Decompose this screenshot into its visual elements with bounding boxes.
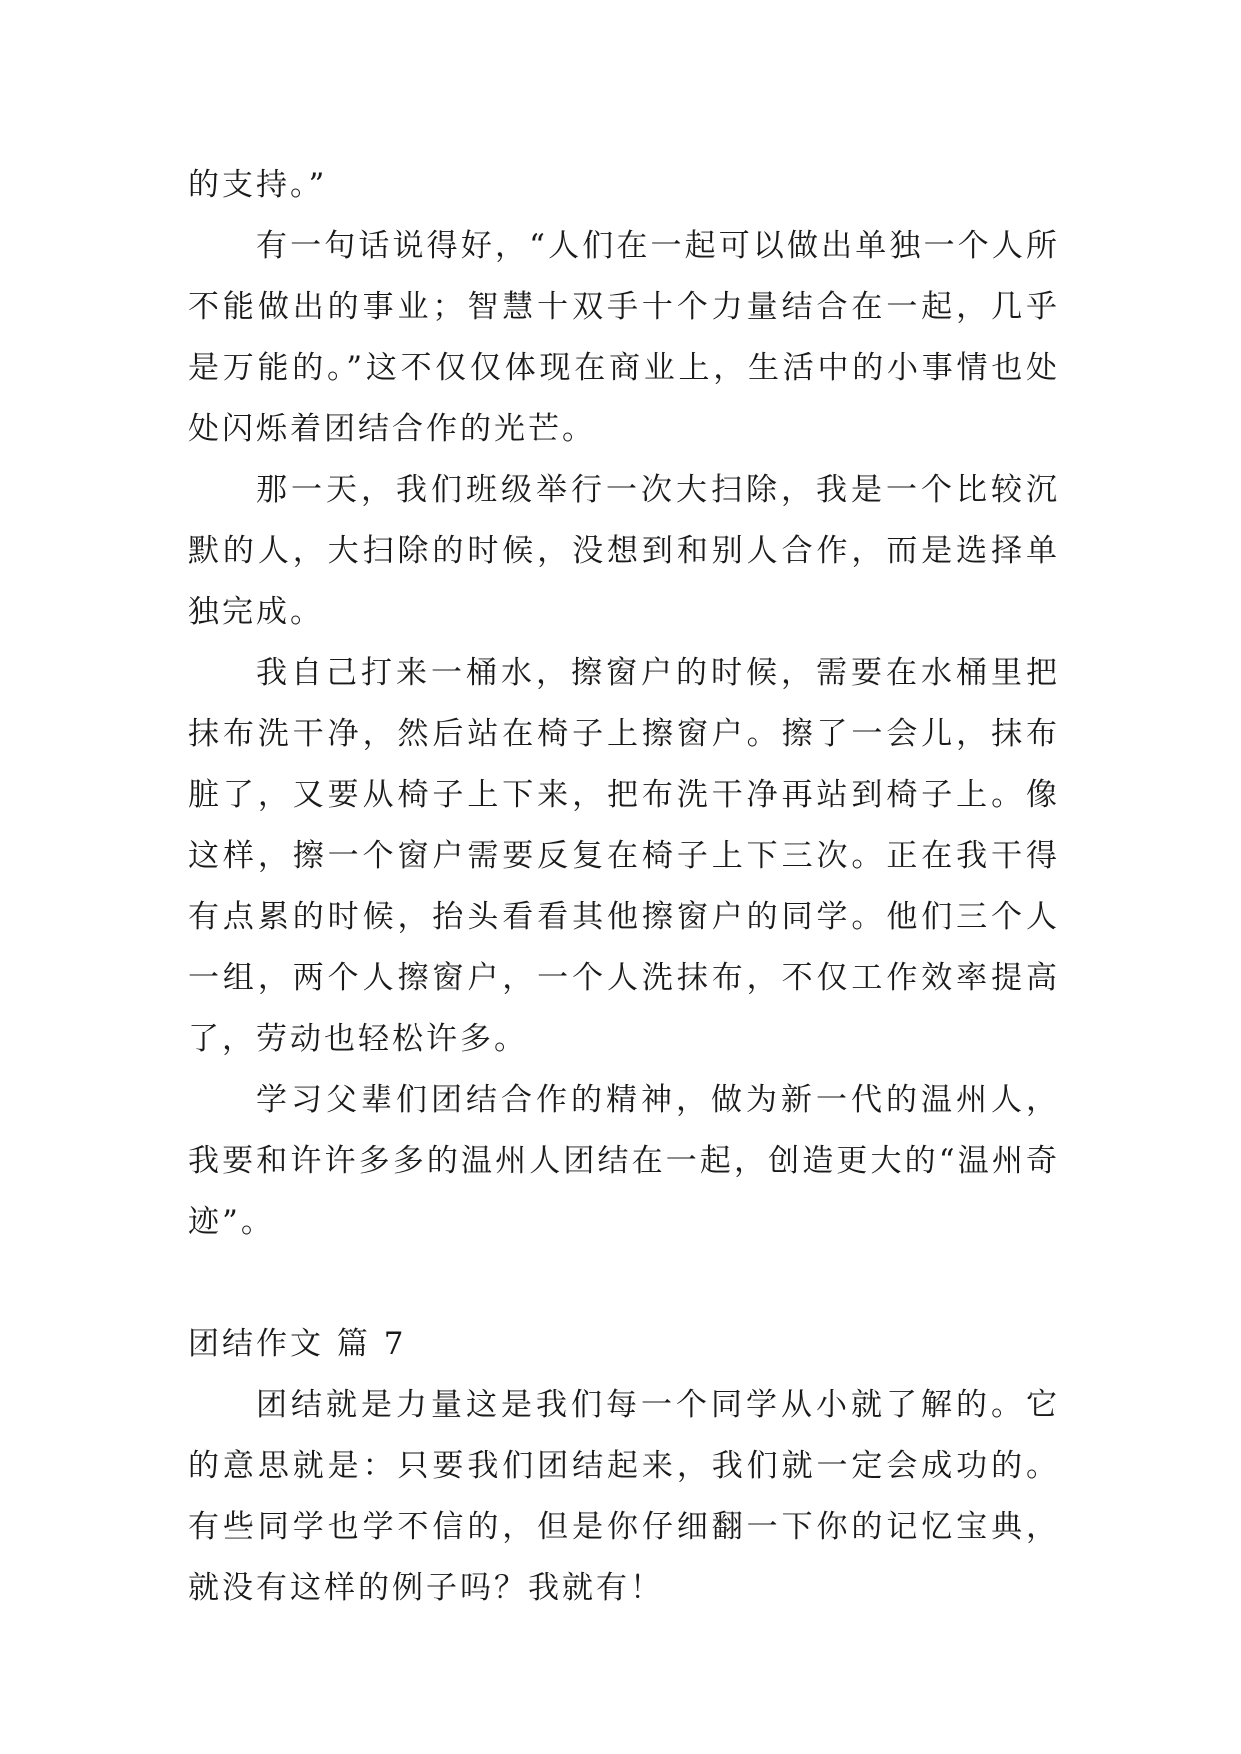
paragraph-continuation: 的支持。” (188, 167, 328, 203)
paragraph-quote: 有一句话说得好，“人们在一起可以做出单独一个人所不能做出的事业；智慧十双手十个力量结合在一起，几乎是万能的。”这不仅仅体现在商业上，生活中的小事情也处处闪烁着团结合作的光芒。 (188, 228, 1060, 447)
paragraph-cleaning-day: 那一天，我们班级举行一次大扫除，我是一个比较沉默的人，大扫除的时候，没想到和别人合作，而是选择单独完成。 (188, 472, 1060, 630)
section-heading: 团结作文 篇 7 (188, 1326, 407, 1362)
document-body (188, 155, 1060, 1619)
paragraph-window-cleaning: 我自己打来一桶水，擦窗户的时候，需要在水桶里把抹布洗干净，然后站在椅子上擦窗户。擦了一会儿，抹布脏了，又要从椅子上下来，把布洗干净再站到椅子上。像这样，擦一个窗户需要反复在椅子上下三次。正在我干得有点累的时候，抬头看看其他擦窗户的同学。他们三个人一组，两个人擦窗户，一个人洗抹布，不仅工作效率提高了，劳动也轻松许多。 (188, 655, 1060, 1057)
paragraph-unity-intro: 团结就是力量这是我们每一个同学从小就了解的。它的意思就是：只要我们团结起来，我们就一定会成功的。有些同学也学不信的，但是你仔细翻一下你的记忆宝典，就没有这样的例子吗？我就有！ (188, 1387, 1060, 1606)
section-spacer (188, 1253, 1060, 1314)
paragraph-conclusion: 学习父辈们团结合作的精神，做为新一代的温州人，我要和许许多多的温州人团结在一起，创造更大的“温州奇迹”。 (188, 1082, 1060, 1240)
